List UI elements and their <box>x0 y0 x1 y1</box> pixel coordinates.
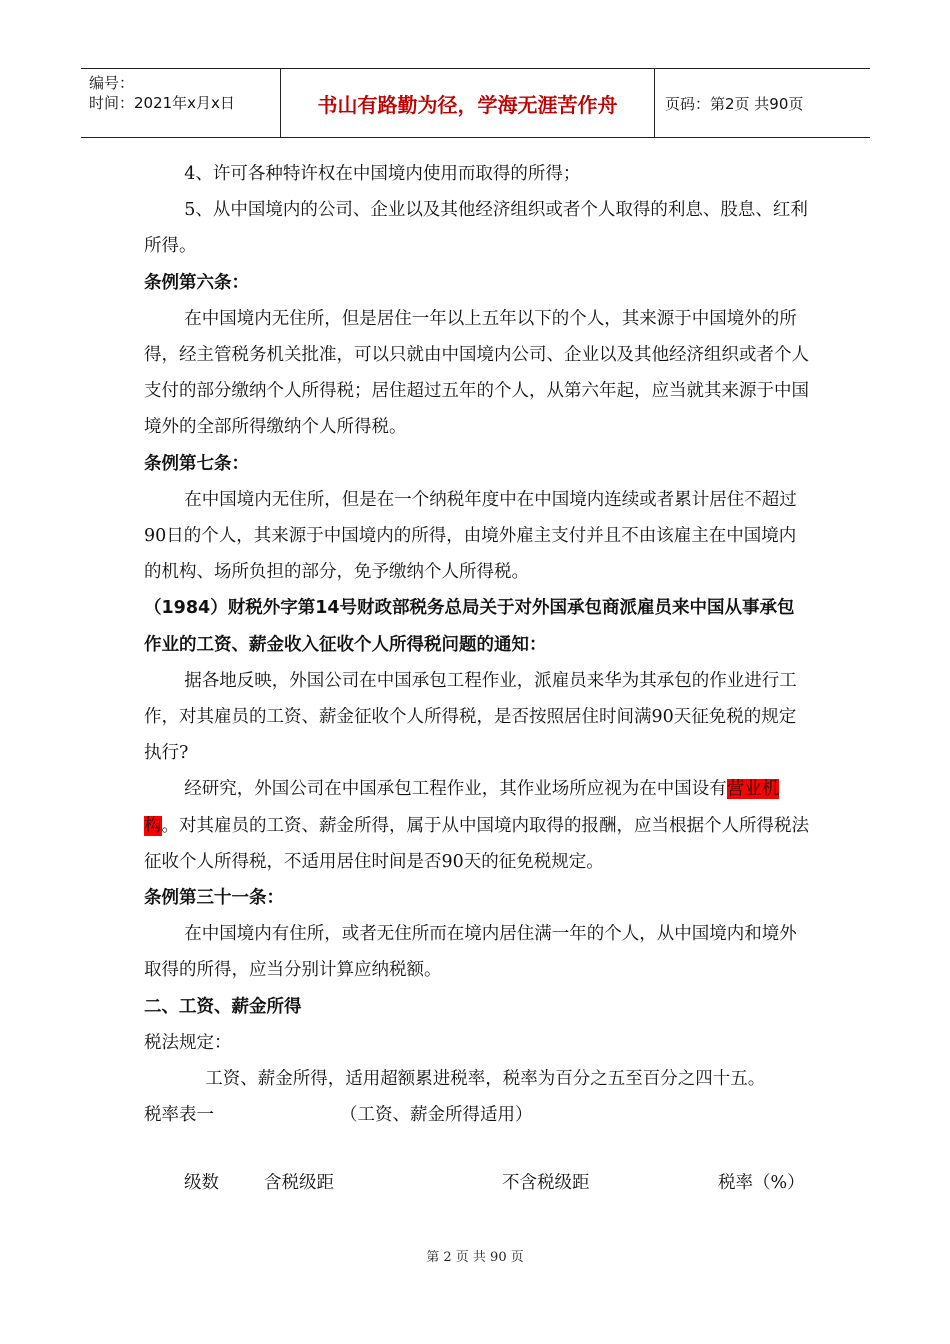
col-tax-inclusive: 含税级距 <box>264 1173 334 1194</box>
time-label: 时间：2021年x月x日 <box>89 94 235 112</box>
table-scope: （工资、薪金所得适用） <box>340 1105 533 1126</box>
notice-paragraph-1: 据各地反映，外国公司在中国承包工程作业，派雇员来华为其承包的作业进行工作，对其雇员的工资、薪金征收个人所得税，是否按照居住时间满90天征免税的规定执行? <box>144 670 797 764</box>
header-page-info: 页码：第2页 共90页 <box>665 94 804 113</box>
col-rate: 税率（%） <box>718 1173 805 1194</box>
header-meta <box>81 69 281 137</box>
article-7-text: 在中国境内无住所，但是在一个纳税年度中在中国境内连续或者累计居住不超过90日的个人，其来源于中国境内的所得，由境外雇主支付并且不由该雇主在中国境内的机构、场所负担的部分，免予缴纳个人所得税。 <box>144 489 797 583</box>
tax-law-label: 税法规定： <box>144 1032 232 1053</box>
table-title <box>144 1097 810 1133</box>
col-level: 级数 <box>184 1173 219 1194</box>
item-4: 4、许可各种特许权在中国境内使用而取得的所得； <box>184 164 581 184</box>
table-header-row <box>144 1165 810 1201</box>
col-tax-exclusive: 不含税级距 <box>502 1173 590 1194</box>
article-31-text: 在中国境内有住所，或者无住所而在境内居住满一年的个人，从中国境内和境外取得的所得，应当分别计算应纳税额。 <box>144 924 797 981</box>
notice-p2-end: 。对其雇员的工资、薪金所得，属于从中国境内取得的报酬，应当根据个人所得税法征收个人所得税，不适用居住时间是否90天的征免税规定。 <box>144 815 809 872</box>
article-7-title: 条例第七条： <box>144 453 249 474</box>
document-body <box>144 156 810 1202</box>
table-name: 税率表一 <box>144 1105 214 1126</box>
article-6-text: 在中国境内无住所，但是居住一年以上五年以下的个人，其来源于中国境外的所得，经主管税务机关批准，可以只就由中国境内公司、企业以及其他经济组织或者个人支付的部分缴纳个人所得税；居住超过五年的个人，从第六年起，应当就其来源于中国境外的全部所得缴纳个人所得税。 <box>144 308 809 438</box>
notice-title: （1984）财税外字第14号财政部税务总局关于对外国承包商派雇员来中国从事承包作业的工资、薪金收入征收个人所得税问题的通知： <box>144 598 795 655</box>
header-motto: 书山有路勤为径，学海无涯苦作舟 <box>281 69 655 137</box>
article-6-title: 条例第六条： <box>144 272 249 293</box>
notice-p2-start: 经研究，外国公司在中国承包工程作业，其作业场所应视为在中国设有 <box>184 779 727 800</box>
highlighted-term: 营业机构 <box>144 779 780 836</box>
notice-paragraph-2 <box>144 771 810 880</box>
number-label: 编号： <box>89 74 135 92</box>
section-2-title: 二、工资、薪金所得 <box>144 996 302 1017</box>
tax-law-text: 工资、薪金所得，适用超额累进税率，税率为百分之五至百分之四十五。 <box>205 1069 766 1090</box>
page-header <box>81 68 870 138</box>
item-5: 5、从中国境内的公司、企业以及其他经济组织或者个人取得的利息、股息、红利所得。 <box>144 200 808 257</box>
article-31-title: 条例第三十一条： <box>144 888 284 909</box>
page-footer: 第 2 页 共 90 页 <box>426 1250 524 1265</box>
